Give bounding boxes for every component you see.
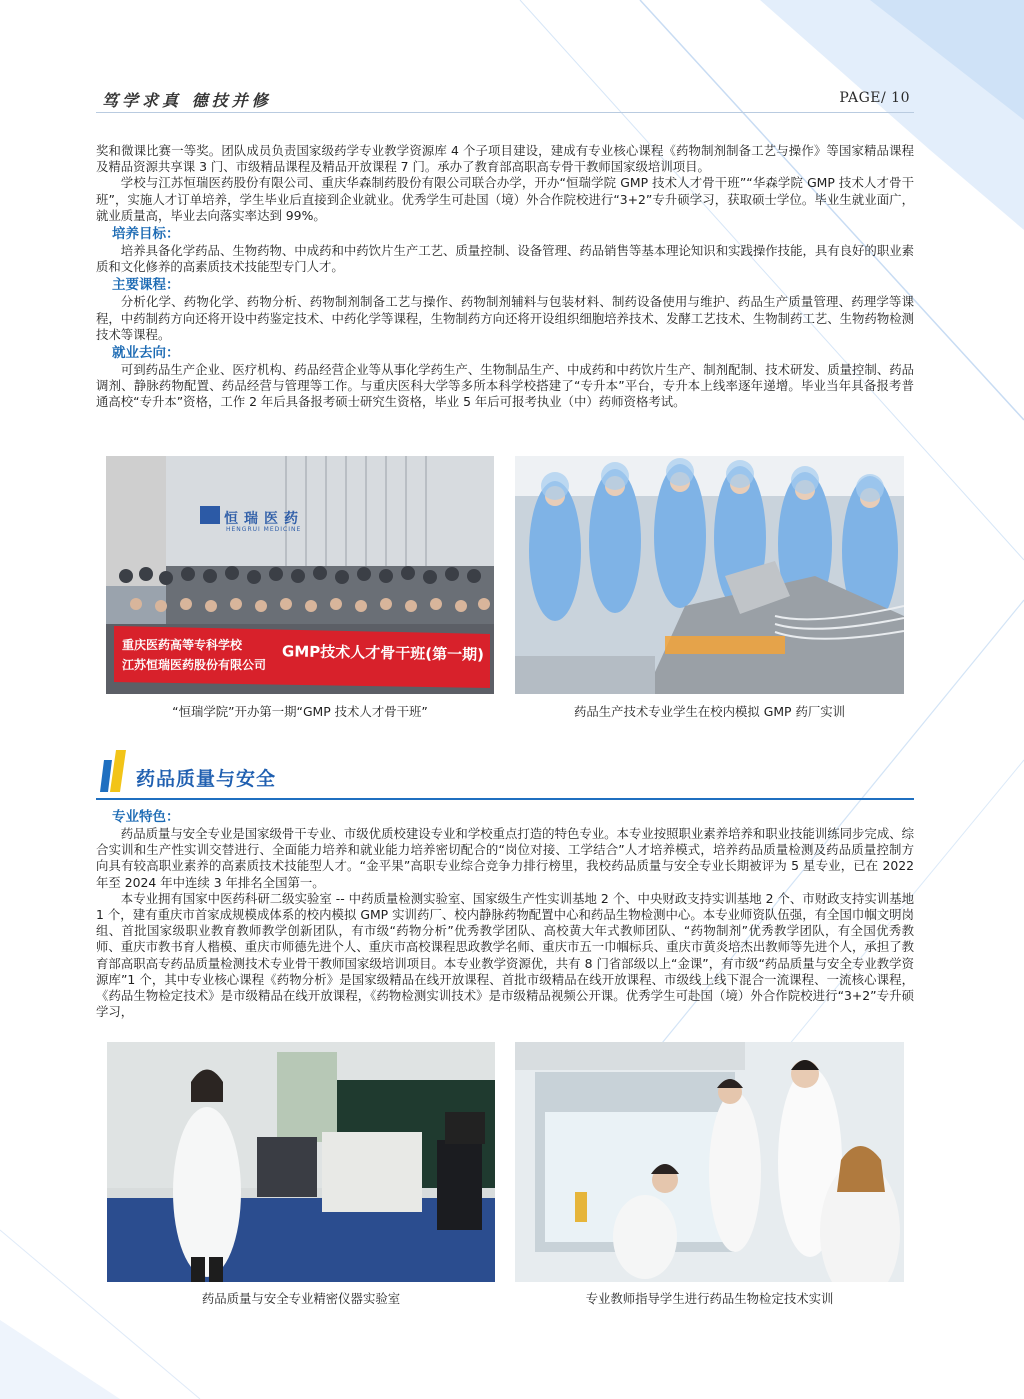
heading-main-courses: 主要课程： [112, 277, 180, 294]
heading-training-goal: 培养目标： [112, 226, 180, 243]
instrument-lab-photo [107, 1042, 495, 1282]
caption-group-photo: “恒瑞学院”开办第一期“GMP 技术人才骨干班” [172, 704, 428, 719]
heading-features: 专业特色： [112, 809, 180, 825]
school-motto: 笃学求真 德技并修 [102, 91, 272, 110]
company-sign: 恒瑞医药 [224, 511, 304, 527]
section-text-block [96, 807, 914, 1020]
section-divider [96, 798, 914, 800]
page-number: PAGE/ 10 [839, 90, 910, 106]
paragraph-awards: 奖和微课比赛一等奖。团队成员负责国家级药学专业教学资源库 4 个子项目建设，建成有专业核心课程《药物制剂制备工艺与操作》等国家精品课程及精品资源共享课 3 门、市级精品课程及精品开放课程 7 门。承办了教育部高职高专骨干教师国家级培训项目。 [96, 143, 914, 175]
cleanroom-photo [515, 456, 904, 694]
paragraph-training-goal: 培养具备化学药品、生物药物、中成药和中药饮片生产工艺、质量控制、设备管理、药品销售等基本理论知识和实践操作技能，具有良好的职业素质和文化修养的高素质技术技能型专门人才。 [96, 243, 914, 275]
banner-school-name: 重庆医药高等专科学校 [122, 638, 243, 652]
section-header [96, 748, 914, 800]
paragraph-main-courses: 分析化学、药物化学、药物分析、药物制剂制备工艺与操作、药物制剂辅料与包装材料、制药设备使用与维护、药品生产质量管理、药理学等课程，中药制药方向还将开设中药鉴定技术、中药化学等课程，生物制药方向还将开设组织细胞培养技术、发酵工艺技术、生物制药工艺、生物药物检测技术等课程。 [96, 294, 914, 342]
bio-lab-photo [515, 1042, 904, 1282]
page-header [96, 86, 914, 113]
paragraph-career: 可到药品生产企业、医疗机构、药品经营企业等从事化学药生产、生物制品生产、中成药和中药饮片生产、制剂配制、技术研发、质量控制、药品调剂、静脉药物配置、药品经营与管理等工作。与重庆医科大学等多所本科学校搭建了“专升本”平台，专升本上线率逐年递增。毕业当年具备报考普通高校“专升本”资格，工作 2 年后具备报考硕士研究生资格，毕业 5 年后可报考执业（中）药师资格考试。 [96, 362, 914, 410]
section-marker-icon [98, 750, 132, 794]
caption-cleanroom-photo: 药品生产技术专业学生在校内模拟 GMP 药厂实训 [573, 704, 846, 719]
group-photo [106, 456, 494, 694]
caption-bio-lab: 专业教师指导学生进行药品生物检定技术实训 [585, 1291, 834, 1306]
paragraph-cooperation: 学校与江苏恒瑞医药股份有限公司、重庆华森制药股份有限公司联合办学，开办“恒瑞学院 GMP 技术人才骨干班”“华森学院 GMP 技术人才骨干班”，实施人才订单培养，学生毕业后直接到企业就业。优秀学生可赴国（境）外合作院校进行“3+2”专升硕学习，获取硕士学位。毕业生就业面广，就业质量高，毕业去向落实率达到 99%。 [96, 175, 914, 223]
paragraph-features: 药品质量与安全专业是国家级骨干专业、市级优质校建设专业和学校重点打造的特色专业。本专业按照职业素养培养和职业技能训练同步完成、综合实训和生产性实训交替进行、全面能力培养和就业能力培养密切配合的“岗位对接、工学结合”人才培养模式，培养药品质量检测及药品质量控制方向具有较高职业素养的高素质技术技能型人才。“金平果”高职专业综合竞争力排行榜里，我校药品质量与安全专业长期被评为 5 星专业，已在 2022 年至 2024 年中连续 3 年排名全国第一。 [96, 826, 914, 890]
banner-company-name: 江苏恒瑞医药股份有限公司 [122, 658, 267, 672]
company-sign-en: HENGRUI MEDICINE [226, 526, 302, 533]
banner-class-name: GMP技术人才骨干班(第一期) [281, 642, 485, 664]
section-title: 药品质量与安全 [136, 768, 277, 790]
top-text-block [96, 143, 914, 411]
heading-career: 就业去向： [112, 345, 180, 362]
caption-instrument-lab: 药品质量与安全专业精密仪器实验室 [201, 1291, 401, 1306]
paragraph-resources: 本专业拥有国家中医药科研二级实验室 -- 中药质量检测实验室、国家级生产性实训基地 2 个、中央财政支持实训基地 2 个、市财政支持实训基地 1 个，建有重庆市首家成规模成体系的校内模拟 GMP 实训药厂、校内静脉药物配置中心和药品生物检测中心。本专业师资队伍强，有全国巾帼文明岗组、首批国家级职业教育教师教学创新团队，有市级“药物分析”优秀教学团队、高校黄大年式教师团队、“药物制剂”优秀教学团队，有全国优秀教师、重庆市教书育人楷模、重庆市师德先进个人、重庆市高校课程思政教学名师、重庆市五一巾帼标兵、重庆市黄炎培杰出教师等先进个人，承担了教育部高职高专药品质量检测技术专业骨干教师国家级培训项目。本专业教学资源优，共有 8 门省部级以上“金课”，有市级“药品质量与安全专业教学资源库”1 个，其中专业核心课程《药物分析》是国家级精品在线开放课程、首批市级精品在线开放课程、市级线上线下混合一流课程、一流核心课程，《药品生物检定技术》是市级精品在线开放课程，《药物检测实训技术》是市级精品视频公开课。优秀学生可赴国（境）外合作院校进行“3+2”专升硕学习， [96, 890, 914, 1020]
